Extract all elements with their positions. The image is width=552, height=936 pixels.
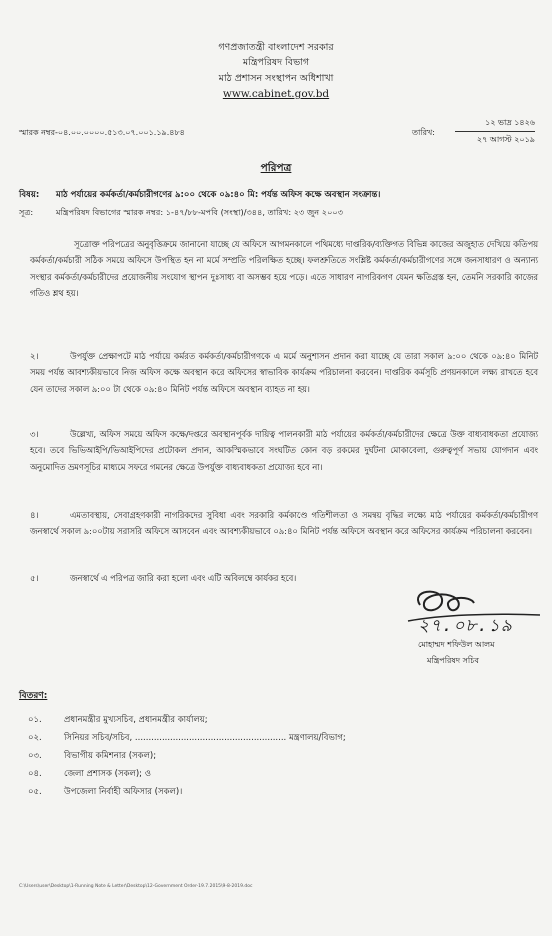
signatory-name: মোহাম্মদ শফিউল আলম bbox=[418, 640, 495, 649]
distribution-number-2: ০২. bbox=[28, 733, 42, 743]
paragraph-5-text: জনস্বার্থে এ পরিপত্র জারি করা হলো এবং এটি অবিলম্বে কার্যকর হবে। bbox=[70, 573, 297, 583]
distribution-item-5: উপজেলা নির্বাহী অফিসার (সকল)। bbox=[64, 787, 183, 797]
government-title: গণপ্রজাতন্ত্রী বাংলাদেশ সরকার bbox=[218, 42, 334, 53]
paragraph-1 bbox=[30, 236, 538, 301]
paragraph-2 bbox=[30, 348, 538, 397]
date-bangla: ১২ ভাদ্র ১৪২৬ bbox=[455, 117, 535, 132]
file-path-footer: C:\Users\user\Desktop\1-Running Note & Letter\Desktop\12-Government Order-19.7.2015\9-8-2019.doc bbox=[19, 884, 253, 889]
date-english: ২৭ আগস্ট ২০১৯ bbox=[476, 135, 535, 144]
reference-label: সূত্র: bbox=[19, 207, 34, 217]
reference-text: মন্ত্রিপরিষদ বিভাগের স্মারক নম্বর: ১-৪৭/৮৮-মপবি (সংস্থা)/৩৪৪, তারিখ: ২৩ জুন ২০০৩ bbox=[56, 207, 344, 217]
distribution-heading: বিতরণ: bbox=[19, 691, 48, 701]
distribution-number-1: ০১. bbox=[28, 715, 42, 725]
distribution-number-4: ০৪. bbox=[28, 769, 42, 779]
distribution-item-1: প্রধানমন্ত্রীর মুখ্যসচিব, প্রধানমন্ত্রীর কার্যালয়; bbox=[64, 715, 208, 725]
paragraph-5 bbox=[30, 570, 538, 586]
paragraph-4-number: ৪। bbox=[30, 510, 39, 520]
paragraph-3-number: ৩। bbox=[30, 429, 39, 439]
document-title: পরিপত্র bbox=[260, 162, 292, 174]
signatory-designation: মন্ত্রিপরিষদ সচিব bbox=[427, 656, 479, 665]
distribution-item-3: বিভাগীয় কমিশনার (সকল); bbox=[64, 751, 157, 761]
subject-label: বিষয়: bbox=[19, 190, 40, 200]
subject-text: মাঠ পর্যায়ের কর্মকর্তা/কর্মচারীগণের ৯:০০ থেকে ০৯:৪০ মি: পর্যন্ত অফিস কক্ষে অবস্থান সংক্রান্ত। bbox=[56, 190, 381, 200]
memo-reference: স্মারক নম্বর-০৪.০০.০০০০.৫১৩.০৭.০০১.১৯.৪৮৪ bbox=[19, 128, 185, 137]
wing-name: মাঠ প্রশাসন সংস্থাপন অধিশাখা bbox=[218, 73, 334, 84]
paragraph-3 bbox=[30, 426, 538, 475]
distribution-item-2: সিনিয়র সচিব/সচিব, ........................................................ মন্ত্রণালয়/বিভাগ; bbox=[64, 733, 346, 743]
distribution-item-4: জেলা প্রশাসক (সকল); ও bbox=[64, 769, 152, 779]
paragraph-5-number: ৫। bbox=[30, 573, 39, 583]
division-name: মন্ত্রিপরিষদ বিভাগ bbox=[242, 57, 310, 68]
paragraph-1-text: সূত্রোক্ত পরিপত্রের অনুবৃত্তিক্রমে জানানো যাচ্ছে যে অফিসে আগমনকালে পথিমধ্যে দাপ্তরিক/ব্যক্তিগত বিভিন্ন কাজের অজুহাত দেখিয়ে কতিপয় কর্মকর্তা/কর্মচারী সঠিক সময়ে অফিসে উপস্থিত হন না মর্মে সম্প্রতি পরিলক্ষিত হচ্ছে। ফলশ্রুতিতে সংশ্লিষ্ট কর্মকর্তা/কর্মচারীগণের সঙ্গে জনসাধারণ ও অন্যান্য সংস্থার কর্মকর্তা/কর্মচারীদের প্রয়োজনীয় সংযোগ স্থাপন দুঃসাধ্য বা অসম্ভব হয়ে পড়ে। এতে সাধারণ নাগরিকগণ যেমন ক্ষতিগ্রস্ত হন, তেমনি সরকারি কাজের গতিও শ্লথ হয়। bbox=[30, 239, 538, 298]
paragraph-3-text: উল্লেখ্য, অফিস সময়ে অফিস কক্ষে/দপ্তরে অবস্থানপূর্বক দায়িত্ব পালনকারী মাঠ পর্যায়ের কর্মকর্তা/কর্মচারীদের ক্ষেত্রে উক্ত বাধ্যবাধকতা প্রযোজ্য হবে। তবে ভিভিআইপি/ভিআইপিদের প্রটোকল প্রদান, আকস্মিকভাবে সংঘটিত কোন বড় রকমের দুর্ঘটনা মোকাবেলা, গুরুত্বপূর্ণ সভায় যোগদান এবং অনুমোদিত ভ্রমণসূচির মাধ্যমে সফরে গমনের ক্ষেত্রে উপর্যুক্ত বাধ্যবাধকতা প্রযোজ্য হবে না। bbox=[30, 429, 538, 472]
paragraph-4-text: এমতাবস্থায়, সেবাগ্রহণকারী নাগরিকদের সুবিধা এবং সরকারি কর্মকাণ্ডে গতিশীলতা ও সমন্বয় বৃদ্ধির লক্ষ্যে মাঠ পর্যায়ের কর্মকর্তা/কর্মচারীগণ জনস্বার্থে সকাল ৯:০০টায় সরাসরি অফিসে আসবেন এবং আবশ্যকীয়ভাবে ০৯:৪০ মিনিট পর্যন্ত অফিসে অবস্থান করে অফিসের কার্যক্রম পরিচালনা করবেন। bbox=[30, 510, 538, 537]
distribution-number-5: ০৫. bbox=[28, 787, 42, 797]
distribution-number-3: ০৩. bbox=[28, 751, 42, 761]
paragraph-4 bbox=[30, 507, 538, 540]
paragraph-2-text: উপর্যুক্ত প্রেক্ষাপটে মাঠ পর্যায়ে কর্মরত কর্মকর্তা/কর্মচারীগণকে এ মর্মে অনুশাসন প্রদান করা যাচ্ছে যে তারা সকাল ৯:০০ থেকে ০৯:৪০ মিনিট সময় পর্যন্ত আবশ্যকীয়ভাবে নিজ অফিস কক্ষে অবস্থান করে অফিসের স্বাভাবিক কার্যক্রম পরিচালনা করবেন। দাপ্তরিক কর্মসূচি প্রণয়নকালে লক্ষ্য রাখতে হবে যেন তাদের সকাল ৯:০০ টা থেকে ০৯:৪০ মিনিট পর্যন্ত অফিসে অবস্থান ব্যাহত না হয়। bbox=[30, 351, 538, 394]
date-label: তারিখ: bbox=[412, 128, 435, 137]
website-link[interactable]: www.cabinet.gov.bd bbox=[222, 88, 330, 100]
handwritten-date: ২৭.০৮.১৯ bbox=[418, 616, 513, 636]
paragraph-2-number: ২। bbox=[30, 351, 39, 361]
